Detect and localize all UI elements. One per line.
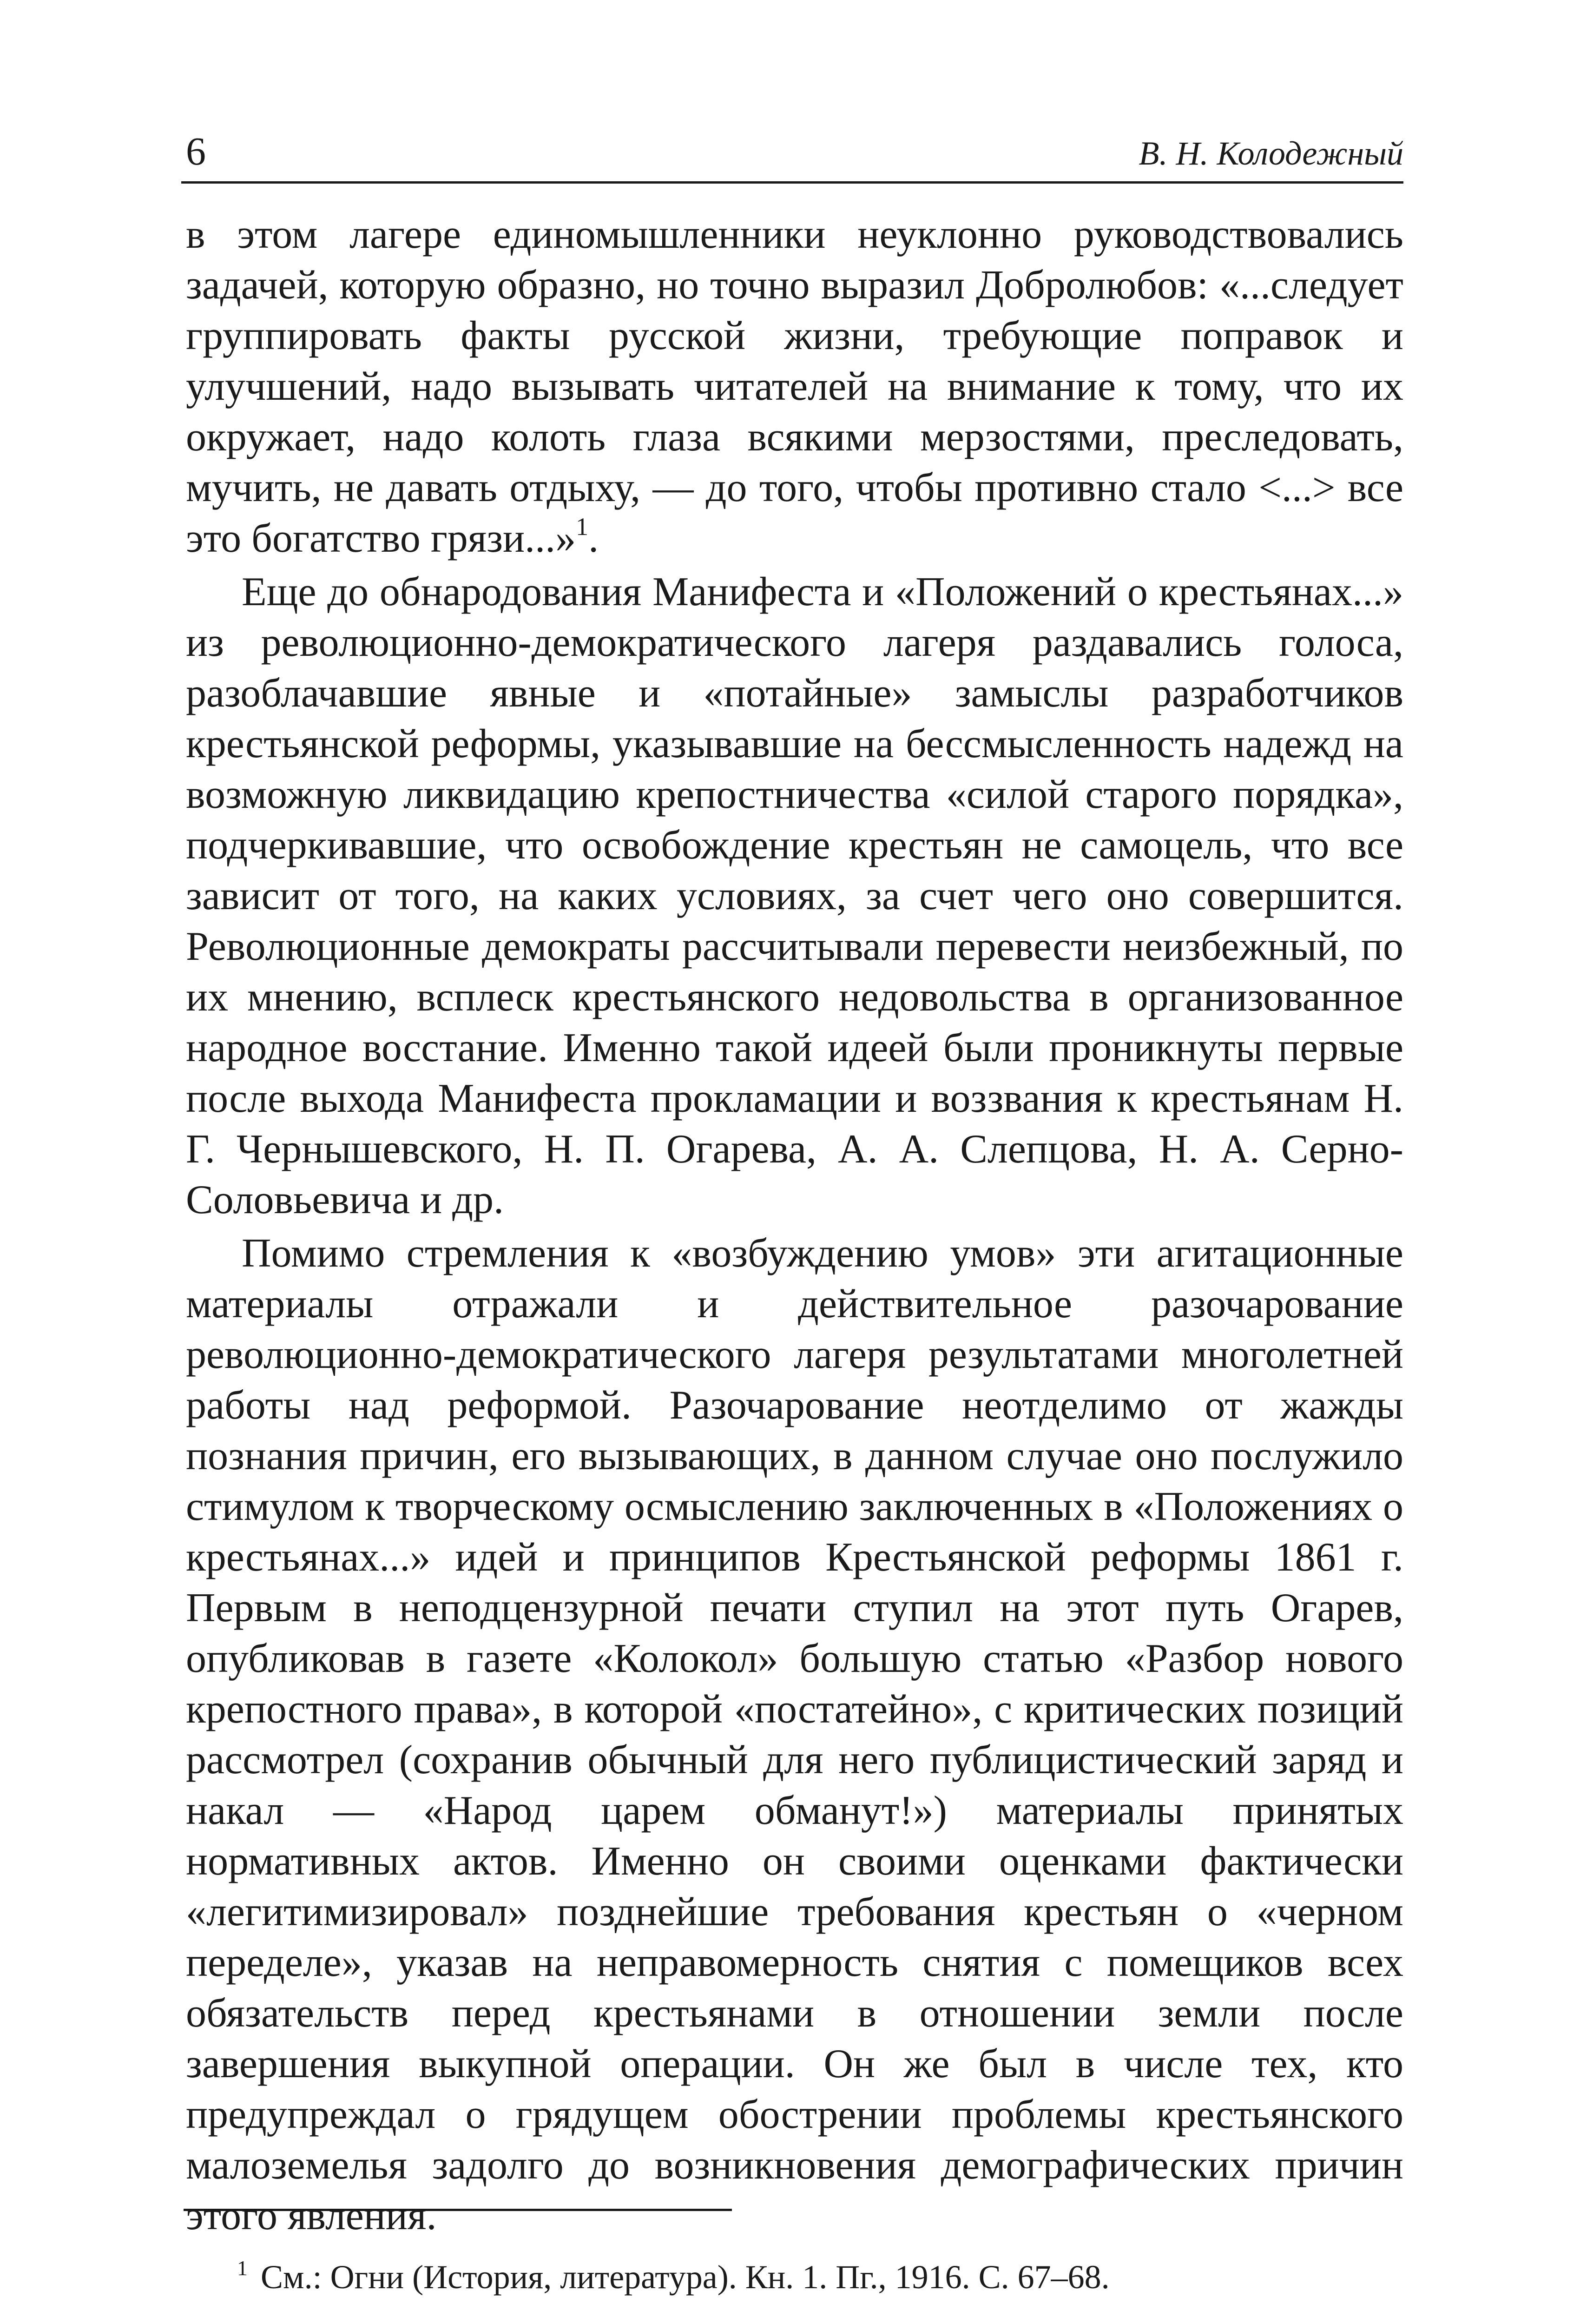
paragraph-1-text: в этом лагере единомышленники неуклонно руководствовались задачей, которую образно, но точно выразил Добролюбов: «...следует группировать факты русской жизни, требующие поправок и улучшений, надо вызывать читателей на внимание к тому, что их окружает, надо колоть глаза всякими мерзостями, преследовать, мучить, не давать отдыху, — до того, чтобы противно стало <...> все это богатство грязи...»	[186, 212, 1403, 561]
running-head-author: В. Н. Колодежный	[1139, 135, 1403, 172]
page-header	[181, 121, 1403, 184]
page-number: 6	[186, 129, 206, 173]
footnote-marker: 1	[237, 2256, 248, 2280]
footnote-reference: 1	[576, 513, 589, 541]
paragraph-2: Еще до обнародования Манифеста и «Положений о крестьянах...» из революционно-демократического лагеря раздавались голоса, разоблачавшие явные и «потайные» замыслы разработчиков крестьянской реформы, указывавшие на бессмысленность надежд на возможную ликвидацию крепостничества «силой старого порядка», подчеркивавшие, что освобождение крестьян не самоцель, что все зависит от того, на каких условиях, за счет чего оно совершится. Революционные демократы рассчитывали перевести неизбежный, по их мнению, всплеск крестьянского недовольства в организованное народное восстание. Именно такой идеей были проникнуты первые после выхода Манифеста прокламации и воззвания к крестьянам Н. Г. Чернышевского, Н. П. Огарева, А. А. Слепцова, Н. А. Серно-Соловьевича и др.	[186, 569, 1403, 1222]
paragraph-3: Помимо стремления к «возбуждению умов» эти агитационные материалы отражали и действительное разочарование революционно-демократического лагеря результатами многолетней работы над реформой. Разочарование неотделимо от жажды познания причин, его вызывающих, в данном случае оно послужило стимулом к творческому осмыслению заключенных в «Положениях о крестьянах...» идей и принципов Крестьянской реформы 1861 г. Первым в неподцензурной печати ступил на этот путь Огарев, опубликовав в газете «Колокол» большую статью «Разбор нового крепостного права», в которой «постатейно», с критических позиций рассмотрел (сохранив обычный для него публицистический заряд и накал — «Народ царем обманут!») материалы принятых нормативных актов. Именно он своими оценками фактически «легитимизировал» позднейшие требования крестьян о «черном переделе», указав на неправомерность снятия с помещиков всех обязательств перед крестьянами в отношении земли после завершения выкупной операции. Он же был в числе тех, кто предупреждал о грядущем обострении проблемы крестьянского малоземелья задолго до возникновения демографических причин этого явления.	[186, 1231, 1403, 2238]
footnote-text: См.: Огни (История, литература). Кн. 1. Пг., 1916. С. 67–68.	[261, 2258, 1110, 2296]
paragraph-1-end: .	[588, 516, 599, 561]
body-text	[186, 209, 1403, 2241]
footnote-divider	[184, 2209, 732, 2211]
footnote	[237, 2247, 1110, 2298]
paragraph-1	[186, 209, 1403, 564]
